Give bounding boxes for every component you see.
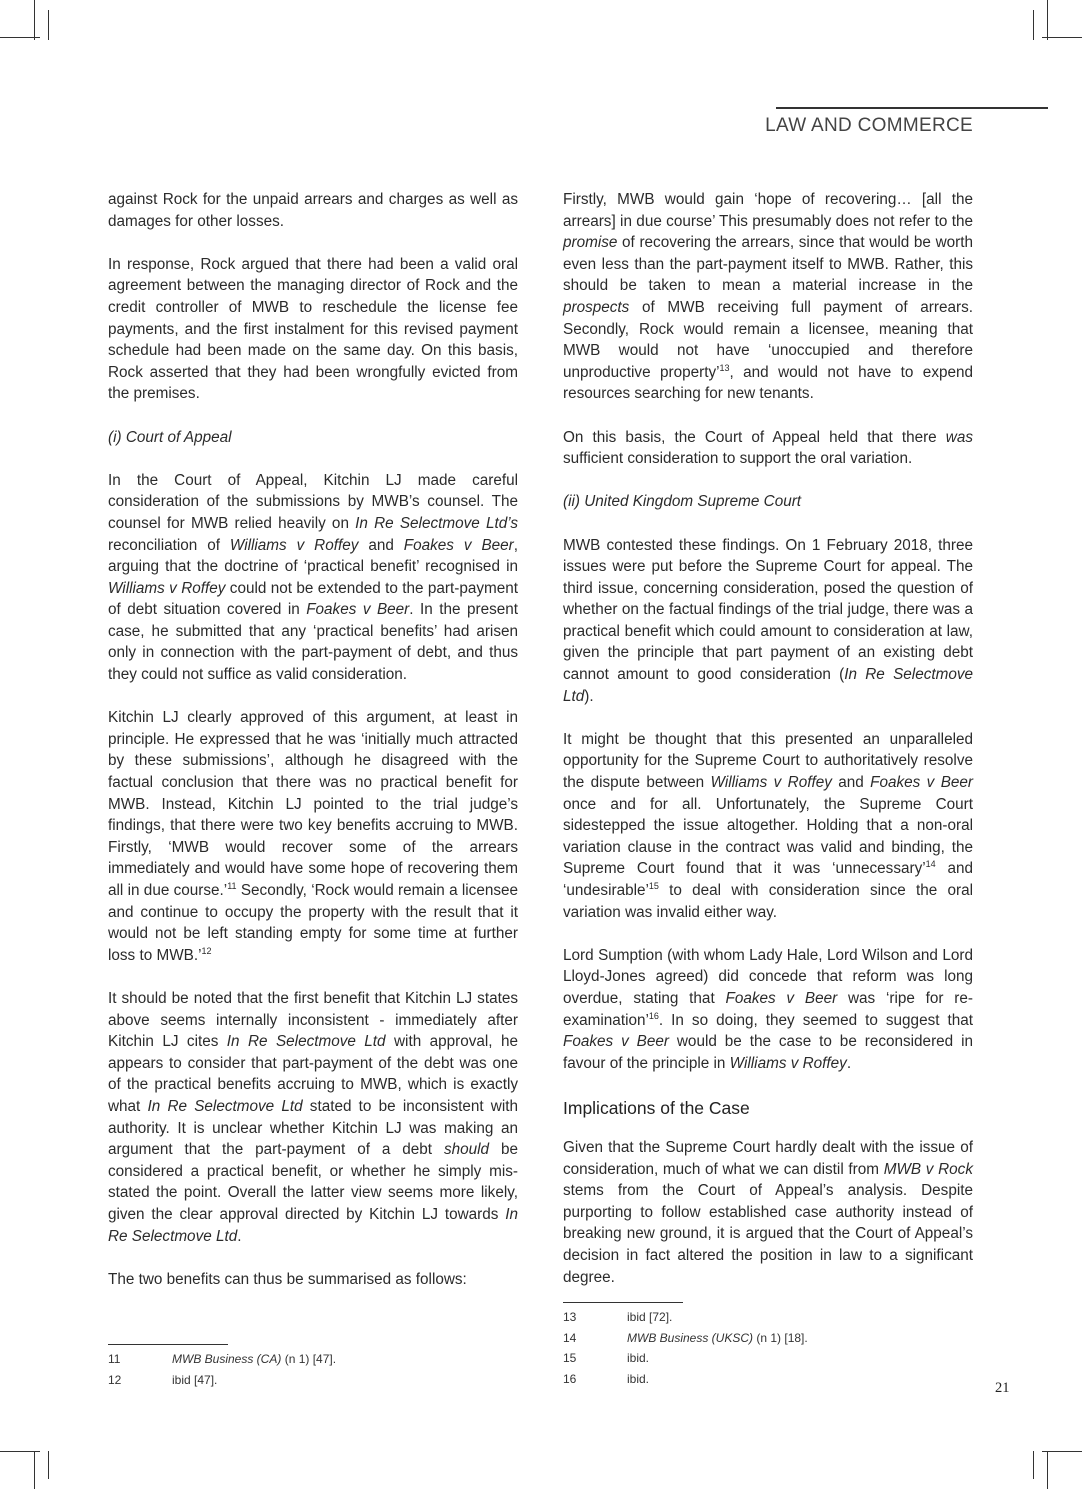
crop-mark	[1033, 1451, 1034, 1479]
header-rule	[776, 107, 1048, 109]
footnote-text: ibid.	[627, 1351, 650, 1366]
footnote-text: MWB Business (UKSC) (n 1) [18].	[627, 1330, 808, 1345]
crop-mark	[34, 1451, 35, 1489]
footnote-text: MWB Business (CA) (n 1) [47].	[172, 1352, 337, 1366]
footnote	[108, 1349, 518, 1370]
footnote-number: 12	[108, 1372, 122, 1387]
footnote-number: 11	[108, 1352, 121, 1366]
paragraph: It should be noted that the first benefit that Kitchin LJ states above seems internally inconsistent - immediately after Kitchin LJ cites In Re Selectmove Ltd with approval, he appears to consider that part-payment of the debt was one of the practical benefits accruing to MWB, which is exactly what In Re Selectmove Ltd stated to be inconsistent with authority. It is unclear whether Kitchin LJ was making an argument that the part-payment of a debt should be considered a practical benefit, or whether he simply mis-stated the point. Overall the latter view seems more likely, given the clear approval directed by Kitchin LJ towards In Re Selectmove Ltd.	[108, 989, 519, 1245]
paragraph: MWB contested these findings. On 1 February 2018, three issues were put before the Supreme Court for appeal. The third issue, concerning consideration, posed the question of whether on the factual findings of the trial judge, there was a practical benefit which could amount to consideration at law, given the principle that part payment of an existing debt cannot amount to good consideration (In Re Selectmove Ltd).	[563, 536, 974, 705]
crop-mark	[1033, 10, 1034, 40]
crop-mark	[1042, 1451, 1082, 1452]
paragraph: against Rock for the unpaid arrears and charges as well as damages for other losses.	[108, 191, 518, 230]
footnote-number: 16	[563, 1371, 577, 1386]
crop-mark	[1047, 1451, 1048, 1489]
paragraph: In response, Rock argued that there had been a valid oral agreement between the managing director of Rock and the credit controller of MWB to reschedule the license fee payments, and the first instalment for this revised payment schedule had been made on the same day. On this basis, Rock asserted that they had been wrongfully evicted from the premises.	[108, 255, 518, 403]
footnote	[563, 1307, 973, 1328]
left-column	[108, 189, 518, 1312]
page-number: 21	[995, 1380, 1010, 1396]
crop-mark	[1047, 0, 1048, 40]
footnote-text: ibid [72].	[627, 1310, 673, 1324]
paragraph: In the Court of Appeal, Kitchin LJ made careful consideration of the submissions by MWB’s counsel. The counsel for MWB relied heavily on In Re Selectmove Ltd’s reconciliation of Williams v Roffey and Foakes v Beer, arguing that the doctrine of ‘practical benefit’ recognised in Williams v Roffey could not be extended to the part-payment of debt situation covered in Foakes v Beer. In the present case, he submitted that any ‘practical benefits’ had arisen only in connection with the part-payment of debt, and thus they could not suffice as valid consideration.	[108, 471, 519, 684]
footnote-number: 14	[563, 1330, 577, 1345]
footnote	[563, 1348, 973, 1369]
crop-mark	[34, 0, 35, 40]
running-header: LAW AND COMMERCE	[765, 115, 973, 136]
footnotes-left	[108, 1344, 518, 1390]
paragraph: The two benefits can thus be summarised as follows:	[108, 1270, 467, 1288]
footnote	[108, 1370, 518, 1391]
section-heading: Implications of the Case	[563, 1097, 750, 1118]
footnote	[563, 1328, 973, 1349]
paragraph: It might be thought that this presented an unparalleled opportunity for the Supreme Court to authoritatively resolve the dispute between Williams v Roffey and Foakes v Beer once and for all. Unfortunately, the Supreme Court sidestepped the issue altogether. Holding that a non-oral variation clause in the contract was valid and binding, the Supreme Court found that it was ‘unnecessary’$^{14}$ and ‘undesirable’$^{15}$ to deal with consideration since the oral variation was invalid either way.	[563, 730, 974, 921]
footnote-number: 15	[563, 1351, 577, 1366]
paragraph: Firstly, MWB would gain ‘hope of recovering… [all the arrears] in due course’ This presumably does not refer to the promise of recovering the arrears, since that would be worth even less than the part-payment itself to MWB. Rather, this should be taken to mean a material increase in the prospects of MWB receiving full payment of arrears. Secondly, Rock would remain a licensee, meaning that MWB would not have ‘unoccupied and therefore unproductive property’$^{13}$, and would not have to expend resources searching for new tenants.	[563, 191, 973, 403]
paragraph: Given that the Supreme Court hardly dealt with the issue of consideration, much of what we can distil from MWB v Rock stems from the Court of Appeal’s analysis. Despite purporting to follow established case authority instead of breaking new ground, it is argued that the Court of Appeal’s decision in fact altered the position in law to a significant degree.	[563, 1138, 973, 1286]
subsection-heading: (i) Court of Appeal	[108, 428, 232, 446]
right-column	[563, 189, 973, 1310]
footnote-rule	[108, 1344, 228, 1345]
footnote-text: ibid.	[627, 1371, 650, 1386]
crop-mark	[48, 10, 49, 40]
paragraph: On this basis, the Court of Appeal held that there was sufficient consideration to support the oral variation.	[563, 428, 973, 468]
footnote-text: ibid [47].	[172, 1372, 218, 1387]
paragraph: Kitchin LJ clearly approved of this argument, at least in principle. He expressed that he was ‘initially much attracted by these submissions’, although he disagreed with the factual conclusion that there was no practical benefit for MWB. Instead, Kitchin LJ pointed to the trial judge’s findings, that there were two key benefits accruing to MWB. Firstly, ‘MWB would recover some of the arrears immediately and would have some hope of recovering them all in due course.’$^{11}$ Secondly, ‘Rock would remain a licensee and continue to occupy the property with the result that it would not be left standing empty for some time at further loss to MWB.’$^{12}$	[108, 709, 518, 964]
crop-mark	[48, 1451, 49, 1479]
subsection-heading: (ii) United Kingdom Supreme Court	[563, 493, 802, 511]
footnote	[563, 1369, 973, 1390]
paragraph: Lord Sumption (with whom Lady Hale, Lord Wilson and Lord Lloyd-Jones agreed) did concede that reform was long overdue, stating that Foakes v Beer was ‘ripe for re-examination’$^{16}$. In so doing, they seemed to suggest that Foakes v Beer would be the case to be reconsidered in favour of the principle in Williams v Roffey.	[563, 946, 974, 1072]
footnote-number: 13	[563, 1310, 577, 1324]
footnotes-right	[563, 1302, 973, 1389]
crop-mark	[1042, 37, 1082, 38]
footnote-rule	[563, 1302, 683, 1303]
